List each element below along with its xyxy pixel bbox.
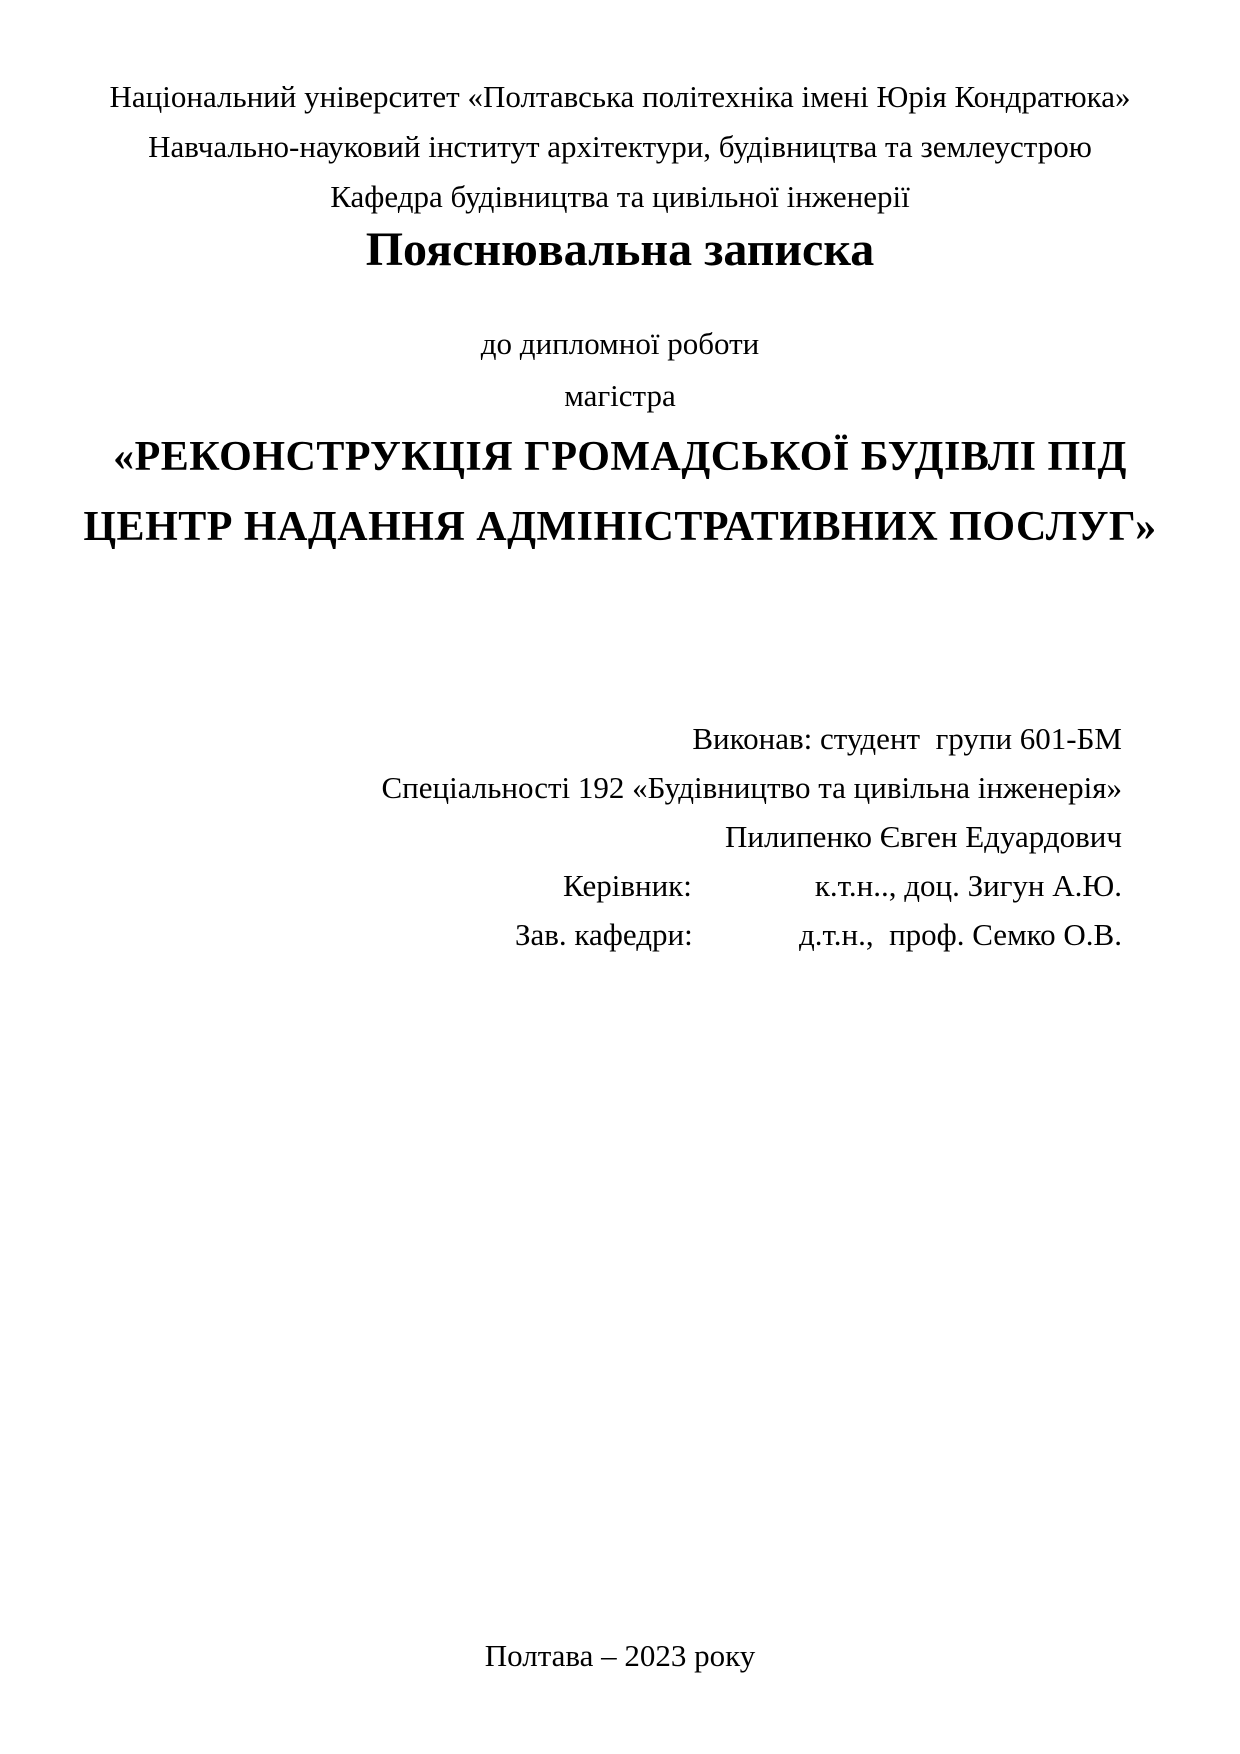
subtitle-work-type: до дипломної роботи [480, 326, 760, 361]
place-year-line: Полтава – 2023 року [484, 1638, 756, 1673]
document-subtitle [0, 318, 1240, 422]
author-name-line: Пилипенко Євген Едуардович [725, 819, 1122, 854]
university-name: Національний університет «Полтавська політехніка імені Юрія Кондратюка» [109, 79, 1131, 114]
supervisor-value: к.т.н.., доц. Зигун А.Ю. [814, 868, 1122, 903]
institution-header [0, 0, 1240, 222]
speciality-line: Спеціальності 192 «Будівництво та цивільна інженерія» [381, 770, 1122, 805]
institute-name: Навчально-науковий інститут архітектури, будівництва та землеустрою [148, 129, 1092, 164]
document-title: Пояснювальна записка [365, 223, 875, 276]
performed-by-line: Виконав: студент групи 601-БМ [692, 721, 1122, 756]
supervisor-row [0, 861, 1122, 910]
dept-head-row [0, 910, 1122, 959]
thesis-title-line2: ЦЕНТР НАДАННЯ АДМІНІСТРАТИВНИХ ПОСЛУГ» [83, 504, 1157, 550]
subtitle-degree: магістра [564, 378, 676, 413]
dept-head-label: Зав. кафедри: [515, 917, 693, 952]
thesis-title [0, 422, 1240, 562]
author-block [0, 714, 1240, 959]
thesis-title-line1: «РЕКОНСТРУКЦІЯ ГРОМАДСЬКОЇ БУДІВЛІ ПІД [113, 434, 1127, 480]
supervisor-label: Керівник: [563, 868, 692, 903]
department-name: Кафедра будівництва та цивільної інженерії [330, 179, 910, 214]
dept-head-value: д.т.н., проф. Семко О.В. [799, 917, 1122, 952]
